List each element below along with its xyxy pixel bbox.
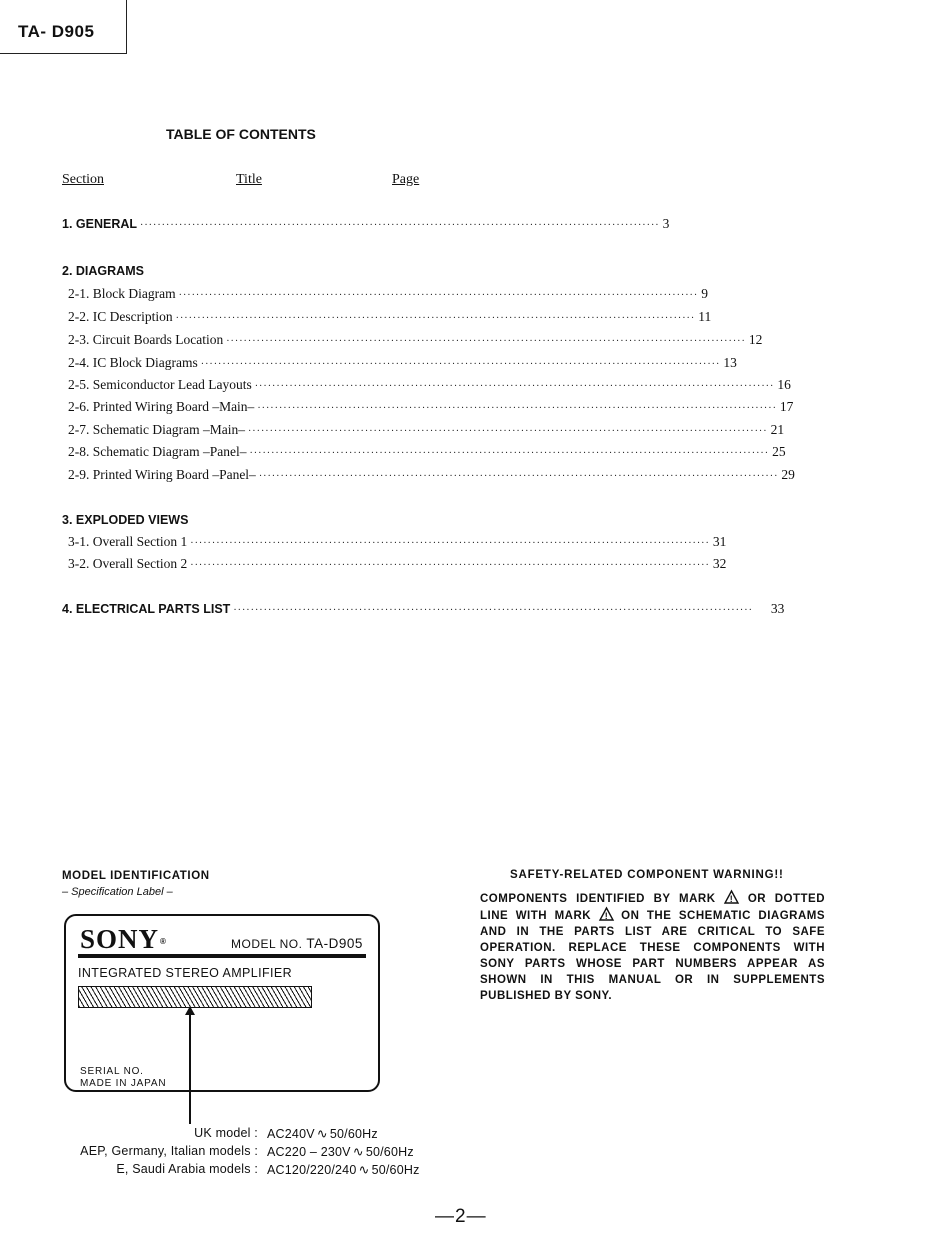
ac-tilde-icon: ∿ xyxy=(316,1126,328,1141)
toc-heading-exploded-views: 3. EXPLODED VIEWS xyxy=(62,513,189,527)
toc-entry-page: 29 xyxy=(781,467,795,482)
safety-warning-title: SAFETY-RELATED COMPONENT WARNING!! xyxy=(510,869,784,881)
toc-entry-label: 2-6. Printed Wiring Board –Main– xyxy=(68,399,255,414)
label-divider xyxy=(78,954,366,958)
power-spec-aep: AC220 – 230V ∿ 50/60Hz xyxy=(267,1144,414,1159)
toc-entry-label: 2-8. Schematic Diagram –Panel– xyxy=(68,444,247,459)
leader-dots: ························································································································ xyxy=(200,359,721,370)
toc-entry-label: 4. ELECTRICAL PARTS LIST xyxy=(62,602,231,616)
leader-dots: ························································································································ xyxy=(233,605,753,616)
toc-entry-ic-description[interactable] xyxy=(62,309,712,327)
toc-entry-schematic-panel[interactable] xyxy=(62,444,786,462)
toc-entry-pwb-main[interactable] xyxy=(62,399,794,417)
power-spec-saudi: AC120/220/240 ∿ 50/60Hz xyxy=(267,1162,420,1177)
toc-heading-diagrams: 2. DIAGRAMS xyxy=(62,264,144,278)
sony-logo: SONY® xyxy=(80,924,167,954)
toc-entry-page: 31 xyxy=(712,534,727,549)
ac-tilde-icon: ∿ xyxy=(358,1162,370,1177)
toc-entry-electrical-parts-list[interactable] xyxy=(62,601,785,619)
toc-entry-overall-section-2[interactable] xyxy=(62,556,727,574)
toc-entry-page: 3 xyxy=(662,216,670,231)
leader-dots: ························································································································ xyxy=(258,471,779,482)
label-made-in: MADE IN JAPAN xyxy=(80,1078,167,1089)
specification-label xyxy=(64,914,380,1092)
column-head-page: Page xyxy=(392,172,420,187)
toc-entry-label: 2-2. IC Description xyxy=(68,309,173,324)
toc-title: TABLE OF CONTENTS xyxy=(166,126,316,142)
toc-entry-overall-section-1[interactable] xyxy=(62,534,727,552)
toc-entry-label: 1. GENERAL xyxy=(62,217,138,231)
toc-entry-label: 2-9. Printed Wiring Board –Panel– xyxy=(68,467,256,482)
model-header xyxy=(0,0,127,54)
svg-text:!: ! xyxy=(604,911,608,921)
toc-entry-label: 3-2. Overall Section 2 xyxy=(68,556,188,571)
svg-text:!: ! xyxy=(729,894,734,904)
specification-label-subtitle: – Specification Label – xyxy=(62,886,173,898)
leader-dots: ························································································································ xyxy=(226,336,746,347)
leader-dots: ························································································································ xyxy=(247,426,768,437)
hatched-rating-area xyxy=(78,986,312,1008)
power-region-saudi: E, Saudi Arabia models : xyxy=(116,1162,258,1176)
label-model-number: MODEL NO. TA-D905 xyxy=(231,936,363,951)
toc-entry-page: 16 xyxy=(777,377,791,392)
leader-dots: ························································································································ xyxy=(254,381,775,392)
toc-entry-circuit-boards-location[interactable] xyxy=(62,332,763,350)
leader-dots: ························································································································ xyxy=(190,538,710,549)
leader-dots: ························································································································ xyxy=(175,313,696,324)
power-spec-uk: AC240V ∿ 50/60Hz xyxy=(267,1126,378,1141)
column-head-section: Section xyxy=(62,172,104,187)
toc-entry-page: 13 xyxy=(723,355,737,370)
page-number: —2— xyxy=(435,1206,487,1227)
toc-entry-label: 2-7. Schematic Diagram –Main– xyxy=(68,422,245,437)
leader-dots: ························································································································ xyxy=(140,220,660,231)
toc-entry-page: 9 xyxy=(701,286,708,301)
toc-entry-page: 25 xyxy=(772,444,786,459)
toc-entry-label: 2-1. Block Diagram xyxy=(68,286,176,301)
toc-entry-schematic-main[interactable] xyxy=(62,422,785,440)
power-region-aep: AEP, Germany, Italian models : xyxy=(80,1144,258,1158)
power-region-uk: UK model : xyxy=(194,1126,258,1140)
column-head-title: Title xyxy=(236,172,262,187)
warning-triangle-icon xyxy=(724,890,739,904)
model-identification-title: MODEL IDENTIFICATION xyxy=(62,870,210,882)
toc-entry-page: 32 xyxy=(712,556,727,571)
toc-entry-label: 2-3. Circuit Boards Location xyxy=(68,332,224,347)
toc-entry-page: 12 xyxy=(748,332,763,347)
toc-entry-page: 17 xyxy=(779,399,794,414)
model-header-label: TA- D905 xyxy=(18,22,95,41)
toc-entry-page: 21 xyxy=(770,422,785,437)
safety-warning-body: COMPONENTS IDENTIFIED BY MARK ! OR DOTTED LINE WITH MARK ! ON THE SCHEMATIC DIAGRAMS AND IN THE PARTS LIST ARE CRITICAL TO SAFE OPERATION. REPLACE THESE COMPONENTS WITH SONY PARTS WHOSE PART NUMBERS APPEAR AS SHOWN IN THIS MANUAL OR IN SUPPLEMENTS PUBLISHED BY SONY. xyxy=(480,890,825,1004)
toc-entry-pwb-panel[interactable] xyxy=(62,467,795,485)
label-serial-no: SERIAL NO. xyxy=(80,1066,144,1077)
toc-entry-ic-block-diagrams[interactable] xyxy=(62,355,737,373)
callout-arrow-line xyxy=(189,1008,191,1124)
leader-dots: ························································································································ xyxy=(190,560,710,571)
toc-entry-label: 2-4. IC Block Diagrams xyxy=(68,355,198,370)
toc-entry-general[interactable] xyxy=(62,216,670,234)
toc-entry-block-diagram[interactable] xyxy=(62,286,708,304)
toc-entry-page: 33 xyxy=(770,601,785,616)
toc-entry-semiconductor-lead-layouts[interactable] xyxy=(62,377,791,395)
leader-dots: ························································································································ xyxy=(257,403,777,414)
label-product-name: INTEGRATED STEREO AMPLIFIER xyxy=(78,966,293,980)
leader-dots: ························································································································ xyxy=(178,290,699,301)
toc-entry-page: 11 xyxy=(698,309,712,324)
warning-triangle-icon xyxy=(599,907,614,921)
toc-entry-label: 3-1. Overall Section 1 xyxy=(68,534,188,549)
leader-dots: ························································································································ xyxy=(249,448,770,459)
ac-tilde-icon: ∿ xyxy=(352,1144,364,1159)
toc-entry-label: 2-5. Semiconductor Lead Layouts xyxy=(68,377,252,392)
